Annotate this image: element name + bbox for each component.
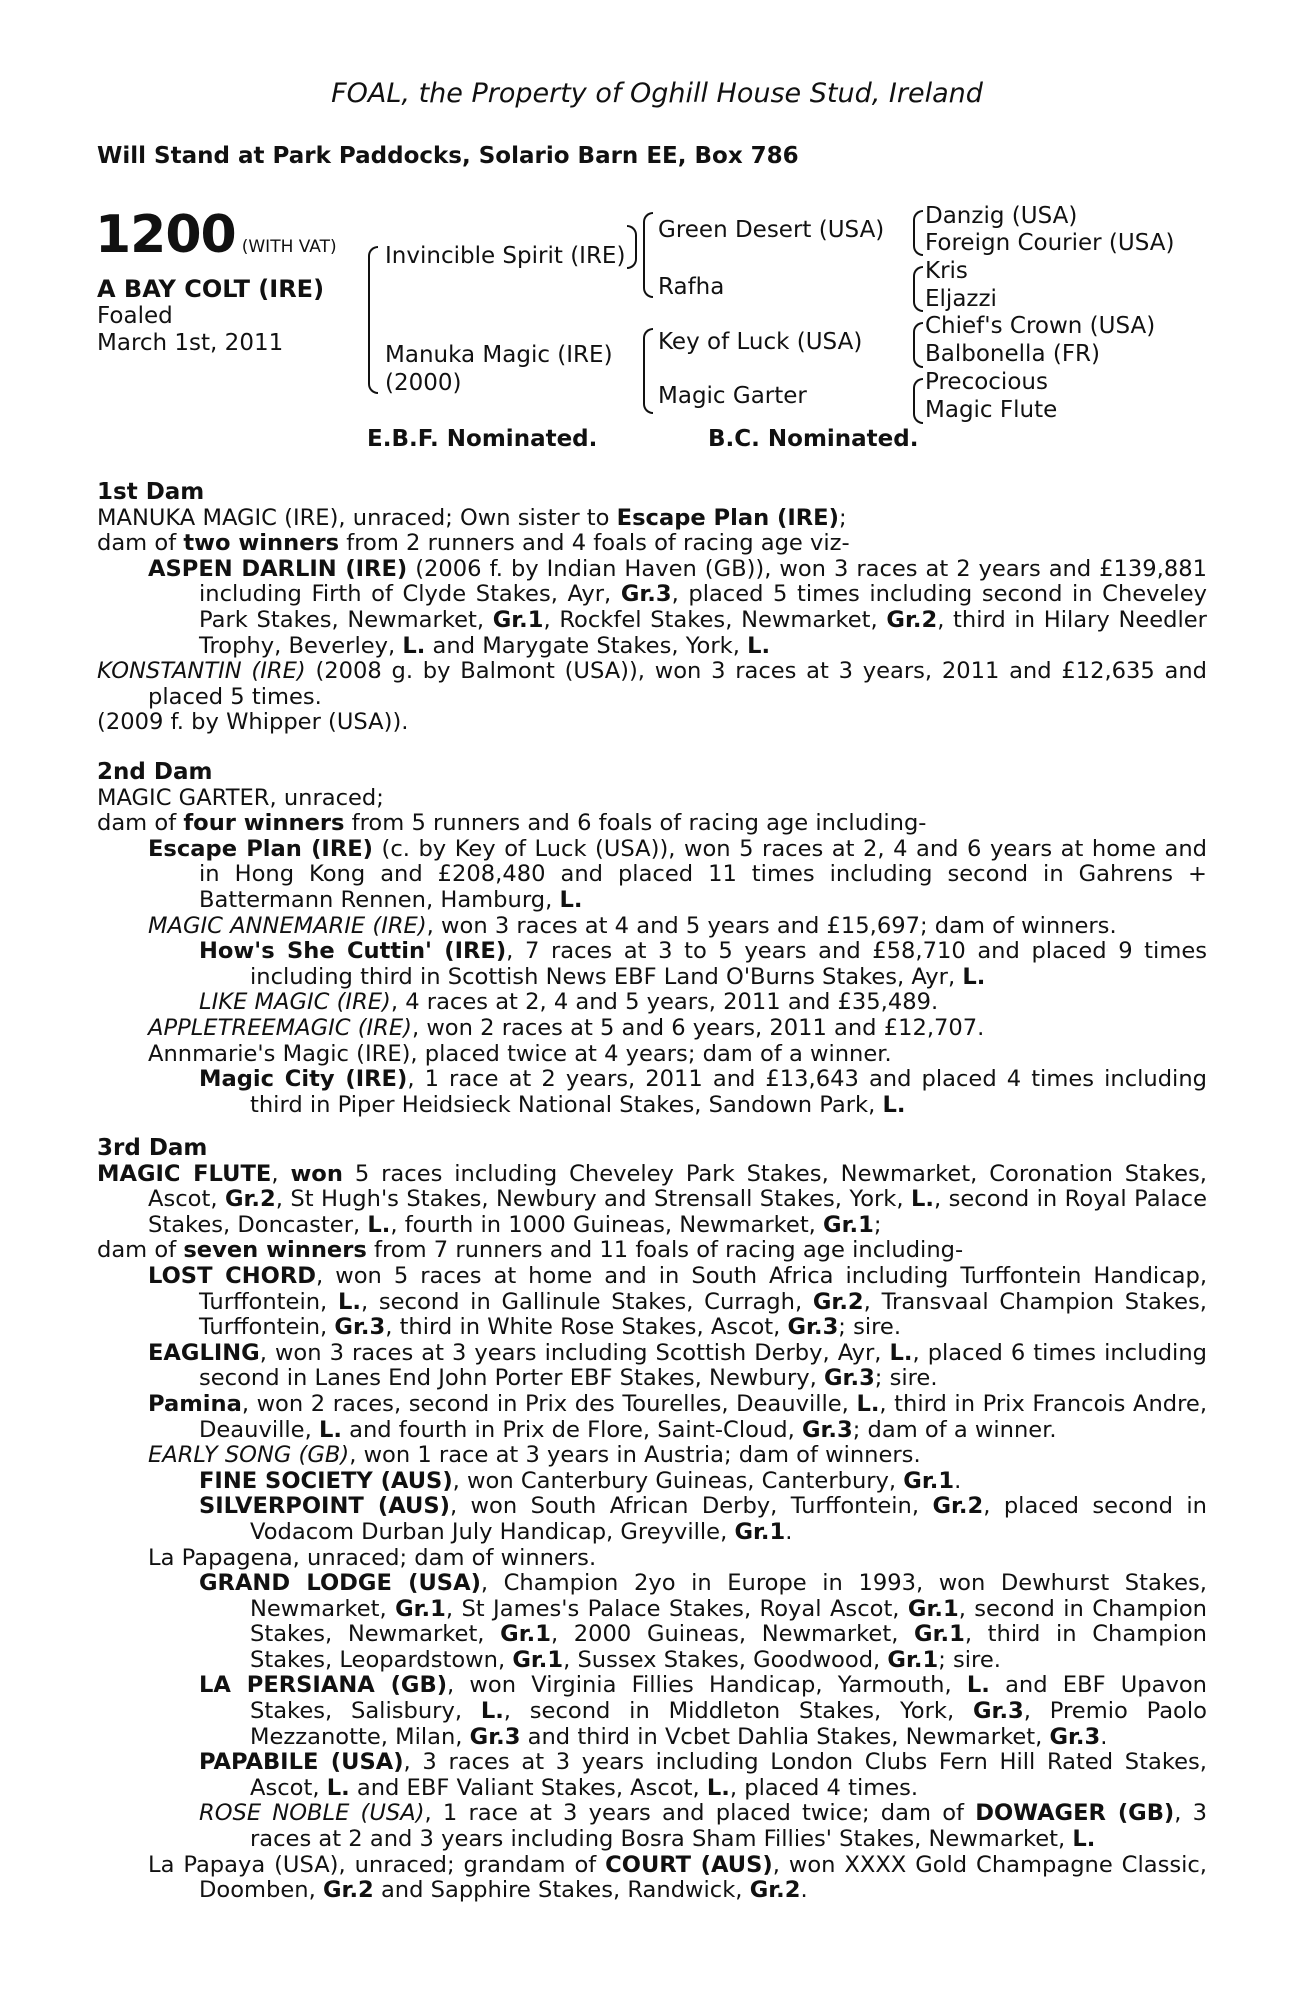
first-dam-entry: (2009 f. by Whipper (USA)). <box>97 709 409 736</box>
pedigree-gs1: Green Desert (USA) <box>658 217 885 243</box>
pedigree-ggs4: Eljazzi <box>925 286 997 312</box>
second-dam-entry: How's She Cuttin' (IRE), 7 races at 3 to 5 years and £58,710 and placed 9 times including third in Scottish News EBF Land O'Burns Stakes, Ayr, L. <box>199 938 1207 990</box>
second-dam-entry: LIKE MAGIC (IRE), 4 races at 2, 4 and 5 years, 2011 and £35,489. <box>199 989 939 1016</box>
second-dam-line1: MAGIC GARTER, unraced; <box>97 784 384 811</box>
brace-sire-parents <box>643 212 653 298</box>
brace-gg3 <box>913 322 923 368</box>
first-dam-line2: dam of two winners from 2 runners and 4 foals of racing age viz- <box>97 530 850 557</box>
third-dam-entry: PAPABILE (USA), 3 races at 3 years including London Clubs Fern Hill Rated Stakes, Ascot, L. and EBF Valiant Stakes, Ascot, L., placed 4 times. <box>199 1749 1207 1801</box>
pedigree-sire: Invincible Spirit (IRE) <box>385 243 626 269</box>
second-dam-entry: Annmarie's Magic (IRE), placed twice at 4 years; dam of a winner. <box>148 1040 892 1067</box>
third-dam-heading: 3rd Dam <box>97 1135 208 1161</box>
third-dam-line2: dam of seven winners from 7 runners and 11 foals of racing age including- <box>97 1237 964 1264</box>
pedigree-gs2: Rafha <box>658 274 725 300</box>
pedigree-gs3: Key of Luck (USA) <box>658 329 863 355</box>
pedigree-ggs2: Foreign Courier (USA) <box>925 230 1175 256</box>
foaled-info <box>97 303 283 357</box>
brace-dam-parents <box>643 328 653 414</box>
first-dam-entry: ASPEN DARLIN (IRE) (2006 f. by Indian Haven (GB)), won 3 races at 2 years and £139,881 including Firth of Clyde Stakes, Ayr, Gr.3, placed 5 times including second in Cheveley Park Stakes, Newmarket, Gr.1, Rockfel Stakes, Newmarket, Gr.2, third in Hilary Needler Trophy, Beverley, L. and Marygate Stakes, York, L. <box>148 555 1207 659</box>
bc-nominated: B.C. Nominated. <box>708 426 919 452</box>
lot-number-block <box>95 205 337 265</box>
brace-sire-close <box>627 225 637 269</box>
foaled-date: March 1st, 2011 <box>97 330 284 356</box>
foaled-label: Foaled <box>97 303 173 329</box>
second-dam-entry: MAGIC ANNEMARIE (IRE), won 3 races at 4 and 5 years and £15,697; dam of winners. <box>148 912 1117 939</box>
first-dam-entry: KONSTANTIN (IRE) (2008 g. by Balmont (USA)), won 3 races at 3 years, 2011 and £12,635 and placed 5 times. <box>97 658 1207 710</box>
third-dam-entry: Pamina, won 2 races, second in Prix des Tourelles, Deauville, L., third in Prix Francois Andre, Deauville, L. and fourth in Prix de Flore, Saint-Cloud, Gr.3; dam of a winner. <box>148 1390 1207 1443</box>
stand-location: Will Stand at Park Paddocks, Solario Barn EE, Box 786 <box>97 143 799 169</box>
first-dam-section <box>97 480 1207 736</box>
third-dam-entry: SILVERPOINT (AUS), won South African Derby, Turffontein, Gr.2, placed second in Vodacom Durban July Handicap, Greyville, Gr.1. <box>199 1493 1207 1545</box>
second-dam-section <box>97 760 1207 1118</box>
third-dam-entry: EAGLING, won 3 races at 3 years including Scottish Derby, Ayr, L., placed 6 times including second in Lanes End John Porter EBF Stakes, Newbury, Gr.3; sire. <box>148 1339 1207 1392</box>
ebf-nominated: E.B.F. Nominated. <box>367 426 598 452</box>
brace-gg2 <box>913 266 923 312</box>
third-dam-entry: La Papagena, unraced; dam of winners. <box>148 1544 597 1571</box>
second-dam-heading: 2nd Dam <box>97 759 213 785</box>
first-dam-line1: MANUKA MAGIC (IRE), unraced; Own sister to Escape Plan (IRE); <box>97 504 847 531</box>
brace-gg1 <box>913 210 923 256</box>
pedigree-ggs8: Magic Flute <box>925 397 1058 423</box>
pedigree-gs4: Magic Garter <box>658 383 807 409</box>
pedigree-ggs1: Danzig (USA) <box>925 203 1078 229</box>
third-dam-entry: LA PERSIANA (GB), won Virginia Fillies Handicap, Yarmouth, L. and EBF Upavon Stakes, Salisbury, L., second in Middleton Stakes, York, Gr.3, Premio Paolo Mezzanotte, Milan, Gr.3 and third in Vcbet Dahlia Stakes, Newmarket, Gr.3. <box>199 1672 1208 1750</box>
third-dam-entry: FINE SOCIETY (AUS), won Canterbury Guineas, Canterbury, Gr.1. <box>199 1467 962 1494</box>
third-dam-entry: EARLY SONG (GB), won 1 race at 3 years in Austria; dam of winners. <box>148 1442 921 1469</box>
third-dam-entry: ROSE NOBLE (USA), 1 race at 3 years and placed twice; dam of DOWAGER (GB), 3 races at 2 and 3 years including Bosra Sham Fillies' Stakes, Newmarket, L. <box>199 1800 1208 1853</box>
vat-note: (WITH VAT) <box>241 237 337 257</box>
lot-description: A BAY COLT (IRE) <box>97 275 325 303</box>
pedigree-ggs5: Chief's Crown (USA) <box>925 313 1156 339</box>
second-dam-entry: Magic City (IRE), 1 race at 2 years, 2011 and £13,643 and placed 4 times including third in Piper Heidsieck National Stakes, Sandown Park, L. <box>199 1066 1207 1118</box>
first-dam-heading: 1st Dam <box>97 479 205 505</box>
pedigree-ggs3: Kris <box>925 258 968 284</box>
third-dam-section <box>97 1136 1207 1904</box>
second-dam-entry: APPLETREEMAGIC (IRE), won 2 races at 5 and 6 years, 2011 and £12,707. <box>148 1014 985 1041</box>
pedigree-dam: Manuka Magic (IRE) <box>385 342 613 368</box>
second-dam-line2: dam of four winners from 5 runners and 6 foals of racing age including- <box>97 810 927 837</box>
second-dam-entry: Escape Plan (IRE) (c. by Key of Luck (USA)), won 5 races at 2, 4 and 6 years at home and in Hong Kong and £208,480 and placed 11 times including second in Gahrens + Battermann Rennen, Hamburg, L. <box>148 835 1207 913</box>
third-dam-entry: La Papaya (USA), unraced; grandam of COURT (AUS), won XXXX Gold Champagne Classic, Doomben, Gr.2 and Sapphire Stakes, Randwick, Gr.2. <box>148 1851 1207 1904</box>
brace-sire-dam <box>368 246 378 394</box>
pedigree-dam-year: (2000) <box>385 370 462 396</box>
page-title: FOAL, the Property of Oghill House Stud, Ireland <box>331 78 983 109</box>
third-dam-entry: GRAND LODGE (USA), Champion 2yo in Europe in 1993, won Dewhurst Stakes, Newmarket, Gr.1, St James's Palace Stakes, Royal Ascot, Gr.1, second in Champion Stakes, Newmarket, Gr.1, 2000 Guineas, Newmarket, Gr.1, third in Champion Stakes, Leopardstown, Gr.1, Sussex Stakes, Goodwood, Gr.1; sire. <box>199 1570 1208 1673</box>
third-dam-line1: MAGIC FLUTE, won 5 races including Cheveley Park Stakes, Newmarket, Coronation Stakes, Ascot, Gr.2, St Hugh's Stakes, Newbury and Strensall Stakes, York, L., second in Royal Palace Stakes, Doncaster, L., fourth in 1000 Guineas, Newmarket, Gr.1; <box>97 1160 1207 1238</box>
third-dam-entry: LOST CHORD, won 5 races at home and in South Africa including Turffontein Handicap, Turffontein, L., second in Gallinule Stakes, Curragh, Gr.2, Transvaal Champion Stakes, Turffontein, Gr.3, third in White Rose Stakes, Ascot, Gr.3; sire. <box>148 1262 1207 1341</box>
pedigree-ggs7: Precocious <box>925 369 1048 395</box>
pedigree-ggs6: Balbonella (FR) <box>925 341 1101 367</box>
lot-number: 1200 <box>95 205 236 265</box>
brace-gg4 <box>913 378 923 424</box>
